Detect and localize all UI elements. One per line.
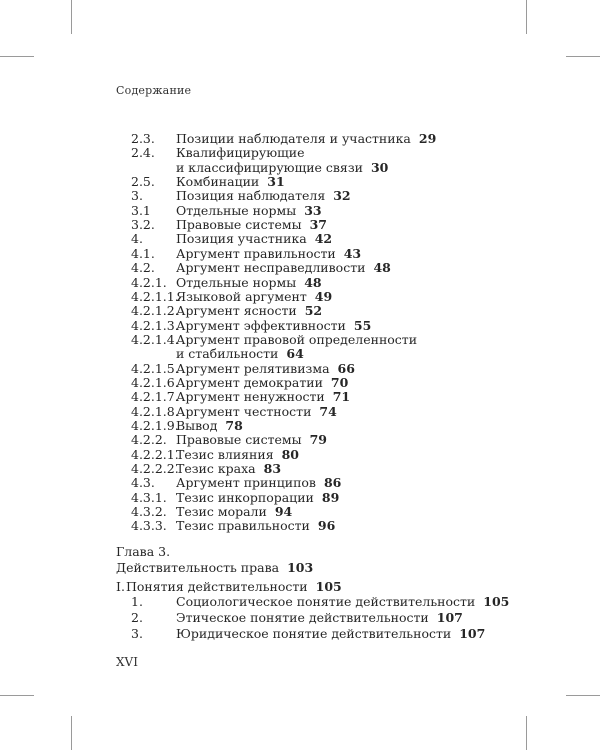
toc-entry-page: 96: [317, 518, 336, 534]
toc-entry-page: 83: [263, 461, 282, 477]
section-title: Понятия действительности: [126, 579, 308, 594]
toc-entry-number: 3.1: [131, 202, 151, 218]
toc-entry-title: Аргумент принципов: [176, 475, 316, 491]
crop-mark: [566, 695, 600, 696]
sub-entry-title: Этическое понятие действительности: [176, 610, 429, 625]
toc-entry-number: 4.2.1.9.: [131, 418, 179, 433]
toc-entry-title: Аргумент ясности: [176, 303, 297, 319]
toc-entry-page: 52: [304, 303, 323, 319]
toc-entry-title: Позиции наблюдателя и участника: [176, 131, 411, 146]
running-head: Содержание: [116, 84, 192, 97]
toc-entry-number: 4.2.1.1.: [131, 288, 179, 304]
toc-entry-page: 80: [281, 446, 300, 462]
toc-entry-number: 3.2.: [131, 217, 155, 233]
toc-entry-page: 70: [330, 374, 349, 390]
toc-entry-number: 4.3.1.: [131, 489, 167, 505]
toc-entry-number: 4.2.2.: [131, 432, 167, 448]
toc-entry-page: 29: [418, 131, 437, 146]
toc-entry-title: Правовые системы: [176, 217, 302, 233]
sub-entry-number: 3.: [131, 626, 143, 641]
toc-entry-number: 2.3.: [131, 131, 155, 146]
toc-entry-page: 64: [286, 346, 304, 362]
toc-entry-number: 2.4.: [131, 145, 155, 161]
toc-entry-number: 2.5.: [131, 174, 155, 190]
toc-entry-title: Позиция участника: [176, 231, 307, 247]
toc-entry-number: 4.2.1.: [131, 274, 167, 290]
toc-entry-page: 79: [309, 432, 327, 448]
toc-entry-page: 33: [304, 202, 322, 218]
toc-entry-number: 4.3.: [131, 475, 155, 491]
toc-entry-title: Комбинации: [176, 174, 260, 190]
toc-entry-title: и стабильности: [176, 346, 279, 362]
toc-entry-number: 4.2.1.6.: [131, 374, 179, 390]
toc-entry-number: 4.1.: [131, 245, 155, 261]
toc-entry-number: 4.2.1.8.: [131, 403, 179, 419]
toc-entry-number: 4.2.2.2.: [131, 461, 179, 477]
chapter-label: Глава 3.: [116, 544, 171, 559]
crop-mark: [526, 716, 527, 750]
toc-entry-title: и классифицирующие связи: [176, 159, 363, 175]
toc-entry-number: 4.2.1.3.: [131, 317, 179, 333]
toc-entry-title: Аргумент правовой определенности: [176, 331, 418, 347]
section-number: I.: [116, 579, 125, 594]
toc-entry-number: 4.3.2.: [131, 504, 167, 520]
toc-entry-page: 86: [323, 475, 342, 491]
toc-entry-title: Тезис влияния: [176, 446, 274, 462]
toc-entry-title: Тезис морали: [176, 504, 267, 520]
toc-entry-title: Тезис краха: [176, 461, 256, 477]
crop-mark: [566, 56, 600, 57]
toc-entry-page: 48: [373, 260, 391, 276]
toc-entry-page: 31: [267, 174, 285, 190]
toc-entry-number: 4.2.1.4.: [131, 331, 179, 347]
toc-entry-number: 4.2.1.2.: [131, 303, 179, 319]
toc-entry-title: Аргумент ненужности: [176, 389, 325, 405]
toc-entry-number: 3.: [131, 188, 143, 204]
sub-entry-title: Юридическое понятие действительности: [176, 626, 452, 641]
toc-entry-page: 42: [314, 231, 333, 247]
toc-entry-title: Аргумент демократии: [176, 374, 323, 390]
toc-entry-title: Отдельные нормы: [176, 274, 297, 290]
sub-entry-number: 1.: [131, 594, 143, 609]
chapter-heading: [116, 560, 313, 576]
toc-entry-page: 48: [304, 274, 322, 290]
toc-entry-number: 4.: [131, 231, 143, 247]
toc-entry-page: 37: [309, 217, 327, 233]
toc-entry-title: Правовые системы: [176, 432, 302, 448]
toc-entry-title: Квалифицирующие: [176, 145, 305, 161]
chapter-title: Действительность права: [116, 560, 280, 575]
sub-entry-page: 107: [436, 610, 463, 625]
toc-entry-page: 49: [314, 288, 333, 304]
sub-entry-page: 107: [459, 626, 486, 641]
toc-entry-title: Отдельные нормы: [176, 202, 297, 218]
toc-entry-title: Тезис правильности: [176, 518, 310, 534]
sub-entry-page: 105: [483, 594, 510, 609]
toc-entry-page: 74: [319, 403, 337, 419]
toc-entry-number: 4.2.1.5.: [131, 360, 179, 376]
toc-entry-title: Аргумент честности: [176, 403, 312, 419]
toc-entry-title: Аргумент правильности: [176, 245, 336, 261]
toc-entry-page: 94: [274, 504, 293, 520]
toc-entry-page: 71: [332, 389, 351, 405]
toc-entry-number: 4.3.3.: [131, 518, 167, 534]
toc-entry-page: 78: [225, 418, 243, 433]
toc-entry-number: 4.2.1.7.: [131, 389, 179, 405]
crop-mark: [71, 716, 72, 750]
sub-entry-title: Социологическое понятие действительности: [176, 594, 476, 609]
toc-entry-page: 66: [337, 360, 355, 376]
section-page: 105: [315, 579, 342, 594]
toc-entry-page: 89: [321, 489, 340, 505]
toc-entry-page: 30: [370, 159, 389, 175]
toc-entry-number: 4.2.: [131, 260, 155, 276]
sub-entry-number: 2.: [131, 610, 143, 625]
toc-entry-title: Аргумент эффективности: [176, 317, 346, 333]
toc-entry-page: 55: [353, 317, 372, 333]
toc-entry-title: Аргумент релятивизма: [176, 360, 330, 376]
toc-entry-title: Вывод: [176, 418, 218, 433]
crop-mark: [71, 0, 72, 34]
page-folio: XVI: [116, 655, 138, 669]
toc-entry-page: 32: [333, 188, 351, 204]
chapter-page: 103: [287, 560, 314, 575]
toc-entry-title: Тезис инкорпорации: [176, 489, 314, 505]
toc-entry-page: 43: [343, 245, 362, 261]
crop-mark: [0, 695, 34, 696]
crop-mark: [526, 0, 527, 34]
toc-entry-number: 4.2.2.1.: [131, 446, 179, 462]
crop-mark: [0, 56, 34, 57]
toc-entry-title: Позиция наблюдателя: [176, 188, 326, 204]
toc-entry-title: Аргумент несправедливости: [176, 260, 366, 276]
toc-entry-title: Языковой аргумент: [176, 288, 307, 304]
